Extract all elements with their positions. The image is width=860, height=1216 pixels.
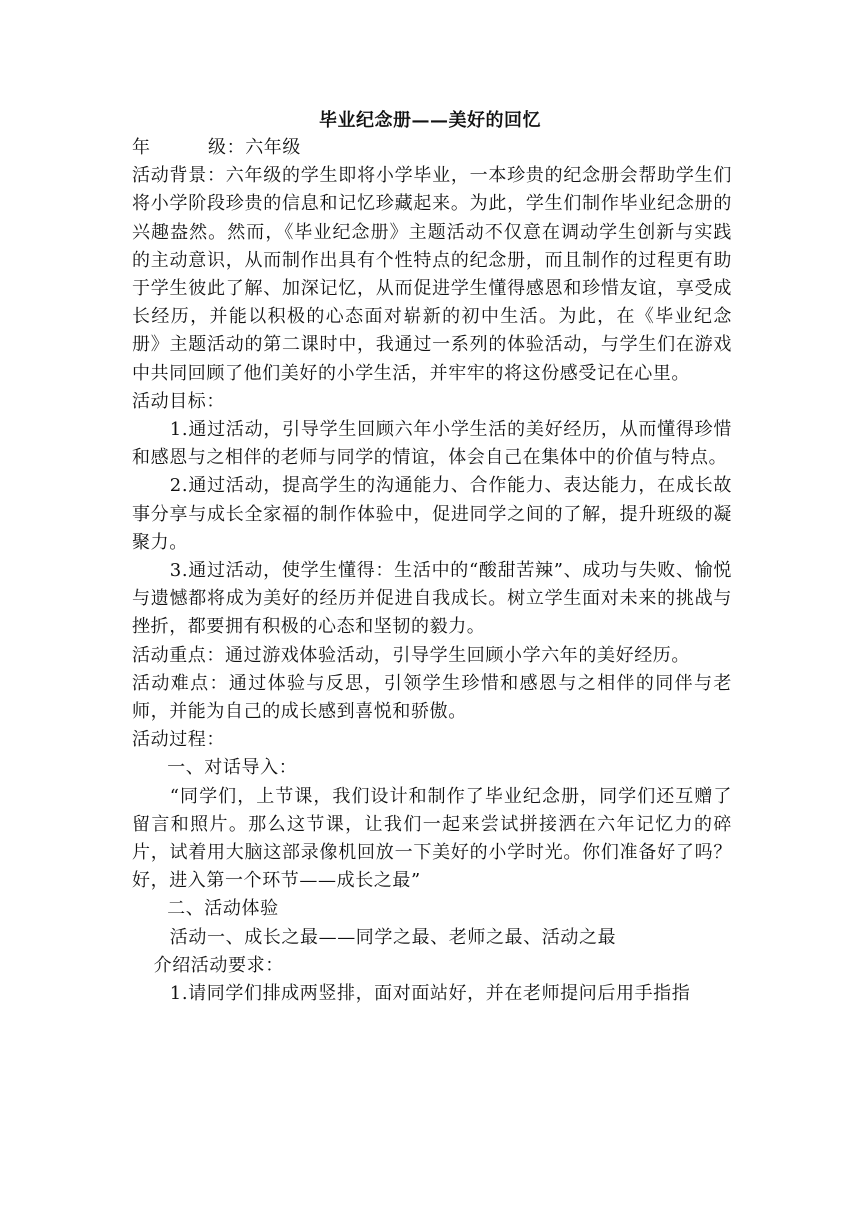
- grade-label-part1: 年: [132, 137, 150, 158]
- background-text: 六年级的学生即将小学毕业，一本珍贵的纪念册会帮助学生们将小学阶段珍贵的信息和记忆珍藏起来。为此，学生们制作毕业纪念册的兴趣盎然。然而，《毕业纪念册》主题活动不仅意在调动学生创新与实践的主动意识，从而制作出具有个性特点的纪念册，而且制作的过程更有助于学生彼此了解、加深记忆，从而促进学生懂得感恩和珍惜友谊，享受成长经历，并能以积极的心态面对崭新的初中生活。为此，在《毕业纪念册》主题活动的第二课时中，我通过一系列的体验活动，与学生们在游戏中共同回顾了他们美好的小学生活，并牢牢的将这份感受记在心里。: [132, 165, 733, 384]
- activity-1: 活动一、成长之最——同学之最、老师之最、活动之最: [169, 926, 617, 948]
- goal-3: 3.通过活动，使学生懂得：生活中的“酸甜苦辣”、成功与失败、愉悦与遗憾都将成为美好的经历并促进自我成长。树立学生面对未来的挑战与挫折，都要拥有积极的心态和坚韧的毅力。: [132, 560, 732, 638]
- background-paragraph: [132, 162, 732, 388]
- process-label: 活动过程：: [132, 729, 225, 751]
- difficulty: 活动难点：通过体验与反思，引领学生珍惜和感恩与之相伴的同伴与老师，并能为自己的成长感到喜悦和骄傲。: [132, 672, 732, 723]
- step-2-heading: 二、活动体验: [167, 898, 279, 920]
- document-title: 毕业纪念册——美好的回忆: [319, 110, 541, 131]
- goal-1: 1.通过活动，引导学生回顾六年小学生活的美好经历，从而懂得珍惜和感恩与之相伴的老师与同学的情谊，体会自己在集体中的价值与特点。: [132, 419, 732, 469]
- grade-label-part2: 级：: [208, 137, 246, 158]
- requirements-label: 介绍活动要求：: [153, 954, 284, 976]
- grade-value: 六年级: [245, 137, 302, 158]
- goals-label: 活动目标：: [132, 390, 225, 412]
- step-1-heading: 一、对话导入：: [167, 757, 298, 779]
- grade-line: [132, 134, 732, 162]
- requirement-1: 1.请同学们排成两竖排，面对面站好，并在老师提问后用手指指: [169, 983, 691, 1005]
- step-1-quote: “同学们，上节课，我们设计和制作了毕业纪念册，同学们还互赠了留言和照片。那么这节课，让我们一起来尝试拼接洒在六年记忆力的碎片，试着用大脑这部录像机回放一下美好的小学时光。你们准备好了吗？好，进入第一个环节——成长之最”: [132, 785, 732, 892]
- background-label: 活动背景：: [132, 165, 226, 187]
- document-body: [132, 134, 732, 1008]
- goal-2: 2.通过活动，提高学生的沟通能力、合作能力、表达能力，在成长故事分享与成长全家福的制作体验中，促进同学之间的了解，提升班级的凝聚力。: [132, 475, 732, 553]
- key-point: 活动重点：通过游戏体验活动，引导学生回顾小学六年的美好经历。: [132, 644, 690, 666]
